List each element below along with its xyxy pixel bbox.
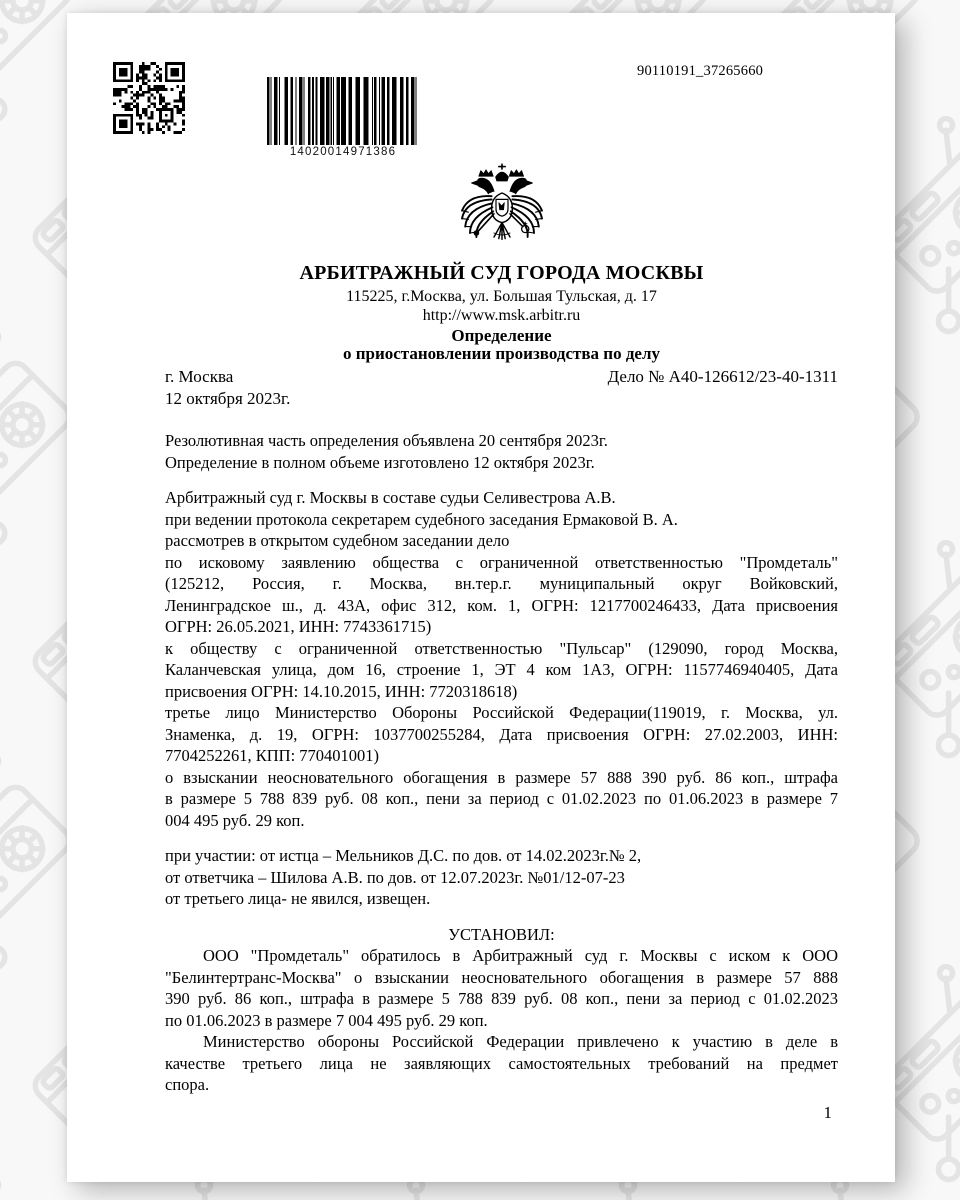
body-line: ОГРН: 26.05.2021, ИНН: 7743361715) [165, 617, 432, 636]
body-line: Ленинградское ш., д. 43А, офис 312, ком. 1, ОГРН: 1217700246433, Дата присвоения [165, 595, 838, 615]
body-line: (125212, Россия, г. Москва, вн.тер.г. муниципальный округ Войковский, [165, 574, 838, 593]
document-body [165, 430, 838, 1096]
document-content [165, 159, 838, 1123]
body-line: от ответчика – Шилова А.В. по дов. от 12.07.2023г. №01/12-07-23 [165, 867, 625, 887]
document-page [67, 13, 895, 1182]
court-name: АРБИТРАЖНЫЙ СУД ГОРОДА МОСКВЫ [299, 262, 704, 284]
body-line: Министерство обороны Российской Федерации привлечено к участию в деле в [203, 1032, 838, 1051]
body-line: присвоения ОГРН: 14.10.2015, ИНН: 7720318618) [165, 681, 518, 701]
document-id: 90110191_37265660 [637, 63, 764, 79]
court-website: http://www.msk.arbitr.ru [422, 307, 581, 324]
body-line: ООО "Промдеталь" обратилось в Арбитражный суд г. Москвы с иском к ООО [203, 946, 838, 965]
barcode-icon [267, 77, 419, 145]
case-number: Дело № А40-126612/23-40-1311 [607, 367, 838, 386]
body-line: Арбитражный суд г. Москвы в составе судьи Селивестрова А.В. [165, 488, 616, 507]
page-number: 1 [823, 1102, 832, 1122]
body-gap [165, 473, 838, 487]
body-gap [165, 910, 838, 924]
body-line: Каланчевская улица, дом 16, строение 1, ЭТ 4 ком 1А3, ОГРН: 1157746940405, Дата [165, 660, 838, 679]
body-line: рассмотрев в открытом судебном заседании дело [165, 531, 510, 550]
barcode [267, 77, 419, 158]
russia-coat-of-arms-icon [454, 159, 550, 259]
body-line: Знаменка, д. 19, ОГРН: 1037700255284, Дата присвоения ОГРН: 27.02.2003, ИНН: [165, 724, 838, 744]
court-address: 115225, г.Москва, ул. Большая Тульская, д. 17 [346, 288, 657, 305]
body-line: УСТАНОВИЛ: [448, 924, 555, 944]
body-line: качестве третьего лица не заявляющих самостоятельных требований на предмет [165, 1053, 838, 1073]
body-line: к обществу с ограниченной ответственностью "Пульсар" (129090, город Москва, [165, 638, 838, 658]
body-line: 390 руб. 86 коп., штрафа в размере 5 788 839 руб. 08 коп., пени за период с 01.02.2023 [165, 989, 838, 1008]
body-line: по 01.06.2023 в размере 7 004 495 руб. 29 коп. [165, 1010, 488, 1030]
barcode-number: 14020014971386 [289, 146, 397, 158]
body-line: по исковому заявлению общества с ограниченной ответственностью "Промдеталь" [165, 552, 838, 572]
body-line: в размере 5 788 839 руб. 08 коп., пени за период с 01.02.2023 по 01.06.2023 в размере 7 [165, 789, 838, 808]
body-line: спора. [165, 1075, 210, 1094]
body-line: о взыскании неосновательного обогащения в размере 57 888 390 руб. 86 коп., штрафа [165, 767, 838, 787]
body-line: при ведении протокола секретарем судебного заседания Ермаковой В. А. [165, 509, 678, 529]
case-header-row [165, 366, 838, 388]
body-line: от третьего лица- не явился, извещен. [165, 889, 431, 908]
decision-date: 12 октября 2023г. [165, 388, 291, 408]
body-gap [165, 831, 838, 845]
document-subject-title: о приостановлении производства по делу [342, 344, 661, 363]
body-line: 004 495 руб. 29 коп. [165, 810, 305, 830]
body-line: "Белинтертранс-Москва" о взыскании неосновательного обогащения в размере 57 888 [165, 967, 838, 987]
city-label: г. Москва [165, 367, 234, 386]
body-line: Определение в полном объеме изготовлено 12 октября 2023г. [165, 452, 595, 472]
body-line: при участии: от истца – Мельников Д.С. по дов. от 14.02.2023г.№ 2, [165, 846, 642, 865]
body-line: третье лицо Министерство Обороны Российской Федерации(119019, г. Москва, ул. [165, 703, 838, 722]
body-line: Резолютивная часть определения объявлена 20 сентября 2023г. [165, 431, 608, 450]
document-type-title: Определение [451, 326, 552, 345]
body-line: 7704252261, КПП: 770401001) [165, 746, 380, 765]
qr-code-icon [113, 62, 185, 134]
